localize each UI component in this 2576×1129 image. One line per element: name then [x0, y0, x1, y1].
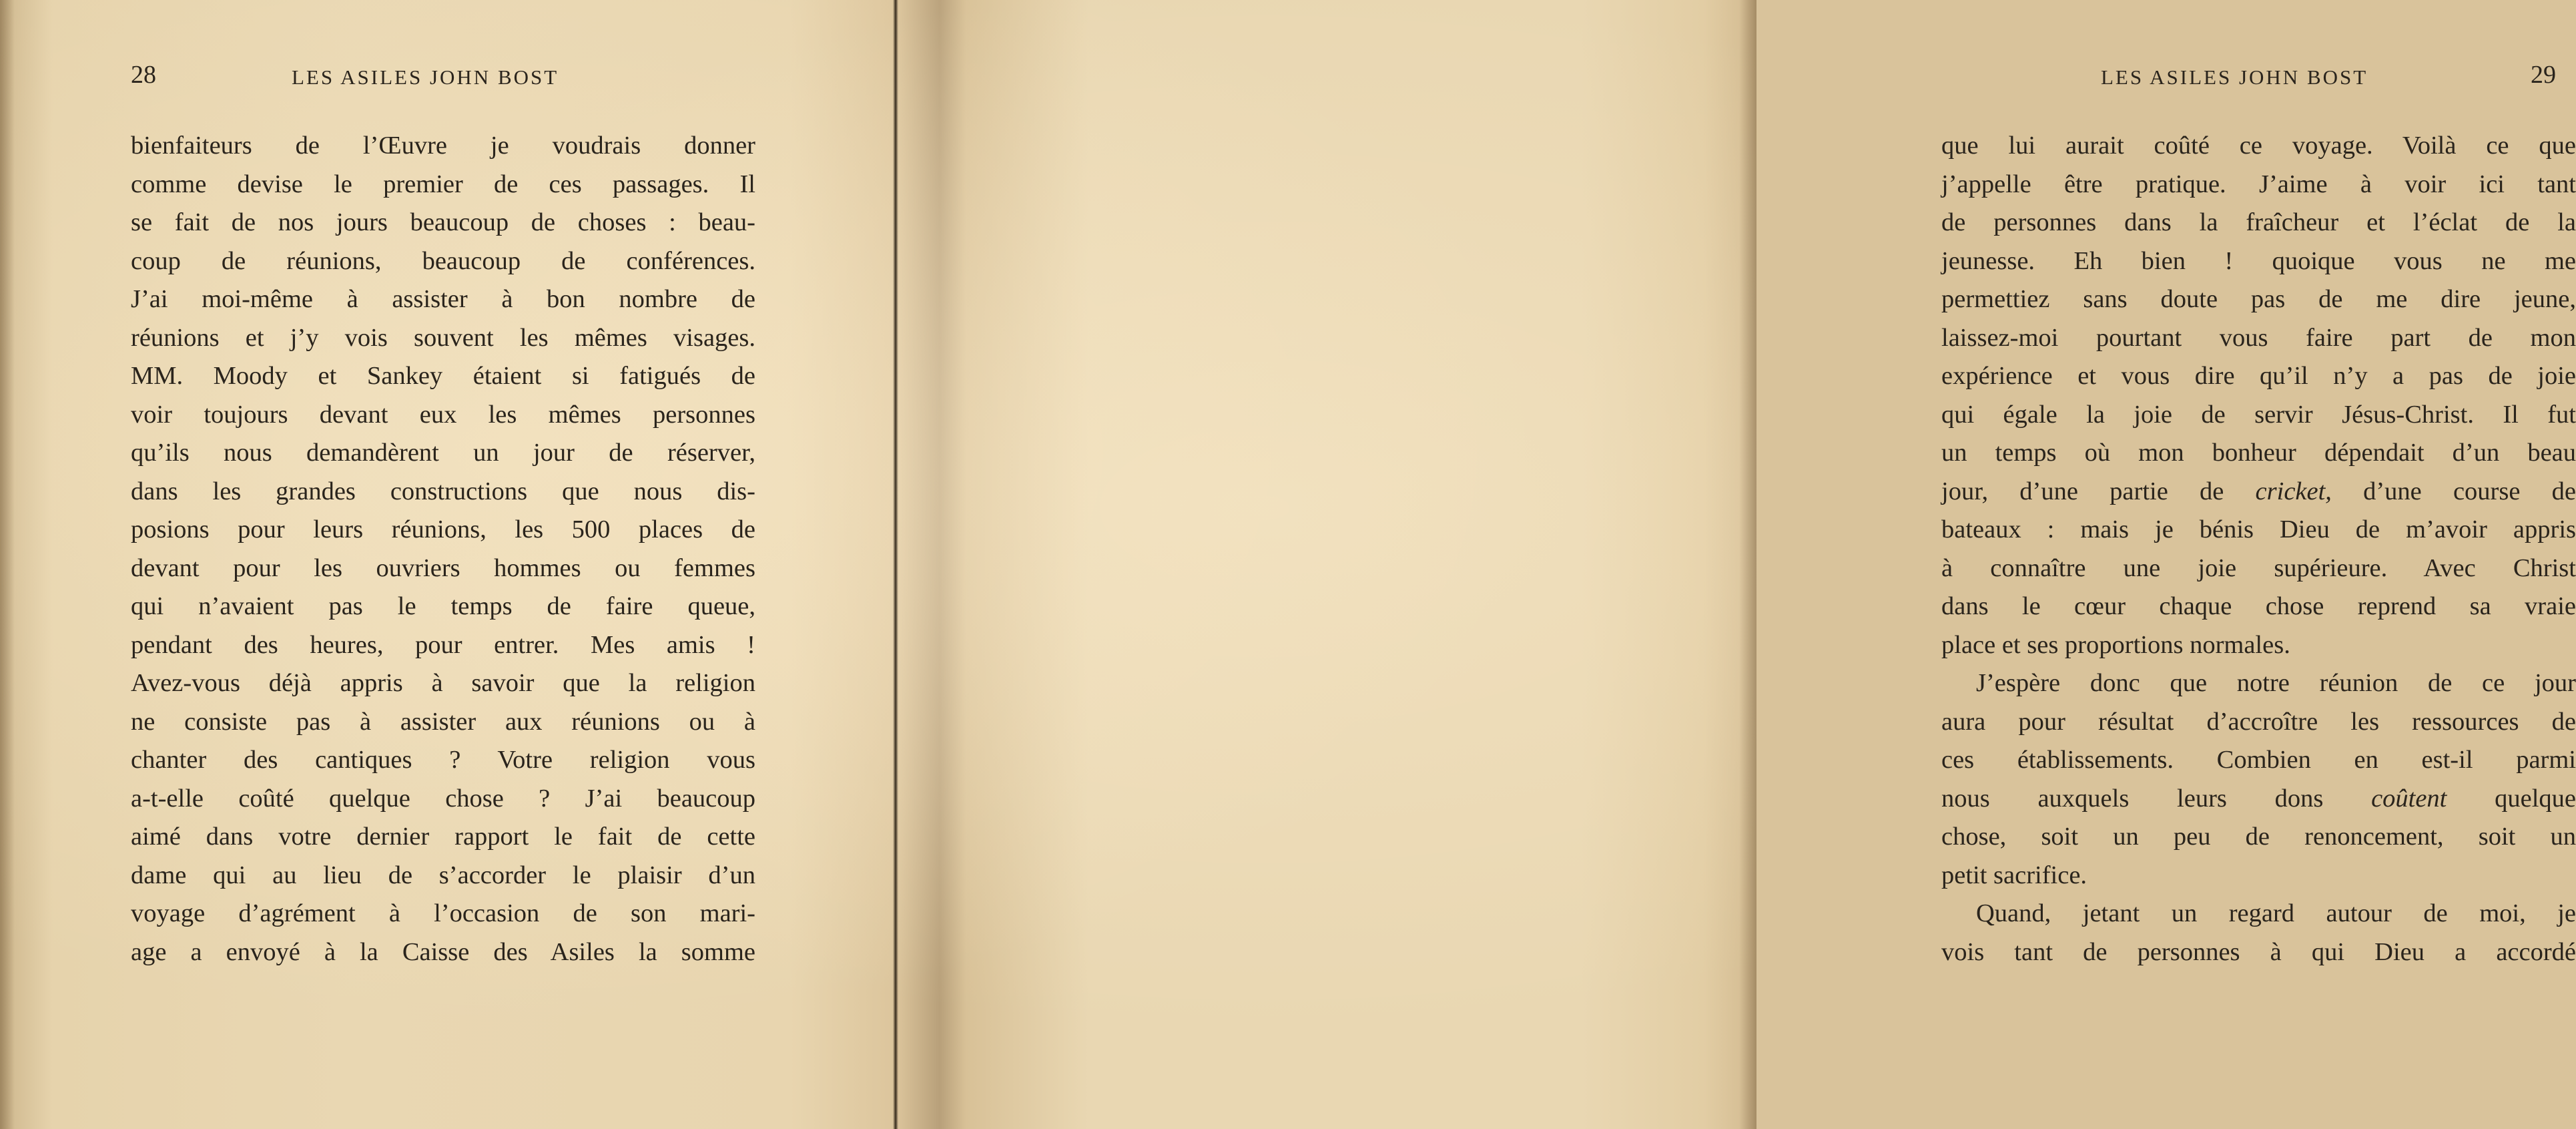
- text-line: qu’ils nous demandèrent un jour de réserver,: [131, 439, 755, 467]
- text-line: bienfaiteurs de l’Œuvre je voudrais donner: [131, 132, 755, 160]
- text-line: voir toujours devant eux les mêmes personnes: [131, 400, 755, 429]
- text-line: ne consiste pas à assister aux réunions ou à: [131, 707, 755, 736]
- text-line: posions pour leurs réunions, les 500 places de: [131, 515, 755, 543]
- text-line: Quand, jetant un regard autour de moi, je: [1976, 899, 2576, 927]
- text-line: dans les grandes constructions que nous dis-: [131, 477, 755, 505]
- text-line: qui n’avaient pas le temps de faire queue,: [131, 592, 755, 620]
- text-line: à connaître une joie supérieure. Avec Christ: [1941, 553, 2576, 582]
- right-page-text: [1941, 127, 2576, 971]
- left-page-text: [131, 127, 755, 971]
- right-page: [898, 0, 2576, 1129]
- text-line: permettiez sans doute pas de me dire jeune,: [1941, 285, 2576, 313]
- text-line: aura pour résultat d’accroître les ressources de: [1941, 707, 2576, 736]
- text-line: pendant des heures, pour entrer. Mes amis !: [131, 630, 755, 659]
- text-line: de personnes dans la fraîcheur et l’éclat de la: [1941, 208, 2576, 236]
- text-segment: nous auxquels leurs dons: [1941, 784, 2372, 813]
- text-line: aimé dans votre dernier rapport le fait de cette: [131, 823, 755, 851]
- text-segment: d’une course de: [2331, 477, 2576, 505]
- text-line: laissez-moi pourtant vous faire part de mon: [1941, 323, 2576, 352]
- text-line: jeunesse. Eh bien ! quoique vous ne me: [1941, 246, 2576, 275]
- page-number: 28: [131, 61, 156, 89]
- text-line: j’appelle être pratique. J’aime à voir ici tant: [1941, 170, 2576, 198]
- text-line: Avez-vous déjà appris à savoir que la religion: [131, 669, 755, 697]
- text-line: petit sacrifice.: [1941, 861, 2087, 889]
- text-line: dame qui au lieu de s’accorder le plaisir d’un: [131, 861, 755, 889]
- text-line: MM. Moody et Sankey étaient si fatigués de: [131, 362, 755, 390]
- text-segment: quelque: [2447, 784, 2576, 813]
- page-number: 29: [2531, 61, 2556, 89]
- text-line: chose, soit un peu de renoncement, soit un: [1941, 823, 2576, 851]
- text-segment: jour, d’une partie de: [1941, 477, 2256, 505]
- text-line: chanter des cantiques ? Votre religion vous: [131, 746, 755, 774]
- text-line: un temps où mon bonheur dépendait d’un beau: [1941, 439, 2576, 467]
- text-line: expérience et vous dire qu’il n’y a pas de joie: [1941, 362, 2576, 390]
- italic-word: cricket,: [2255, 477, 2332, 505]
- text-line-with-italic: [1941, 780, 2576, 819]
- text-line: dans le cœur chaque chose reprend sa vraie: [1941, 592, 2576, 620]
- text-line: voyage d’agrément à l’occasion de son mari-: [131, 899, 755, 927]
- text-line: ces établissements. Combien en est-il parmi: [1941, 746, 2576, 774]
- text-line: bateaux : mais je bénis Dieu de m’avoir appris: [1941, 515, 2576, 543]
- running-head: LES ASILES JOHN BOST: [2101, 65, 2368, 89]
- text-line: J’espère donc que notre réunion de ce jour: [1976, 669, 2576, 697]
- text-line: coup de réunions, beaucoup de conférences.: [131, 246, 755, 275]
- text-line: que lui aurait coûté ce voyage. Voilà ce que: [1941, 132, 2576, 160]
- running-head: LES ASILES JOHN BOST: [292, 65, 559, 89]
- text-line: se fait de nos jours beaucoup de choses : beau-: [131, 208, 755, 236]
- text-line-with-italic: [1941, 473, 2576, 511]
- text-line: qui égale la joie de servir Jésus-Christ. Il fut: [1941, 400, 2576, 429]
- text-line: J’ai moi-même à assister à bon nombre de: [131, 285, 755, 313]
- text-line: devant pour les ouvriers hommes ou femmes: [131, 553, 755, 582]
- italic-word: coûtent: [2371, 784, 2447, 813]
- text-line: vois tant de personnes à qui Dieu a accordé: [1941, 937, 2576, 966]
- text-line: comme devise le premier de ces passages. Il: [131, 170, 755, 198]
- left-page: [0, 0, 894, 1129]
- text-line: age a envoyé à la Caisse des Asiles la somme: [131, 937, 755, 966]
- text-line: a-t-elle coûté quelque chose ? J’ai beaucoup: [131, 784, 755, 813]
- text-line: place et ses proportions normales.: [1941, 630, 2290, 659]
- text-line: réunions et j’y vois souvent les mêmes visages.: [131, 323, 755, 352]
